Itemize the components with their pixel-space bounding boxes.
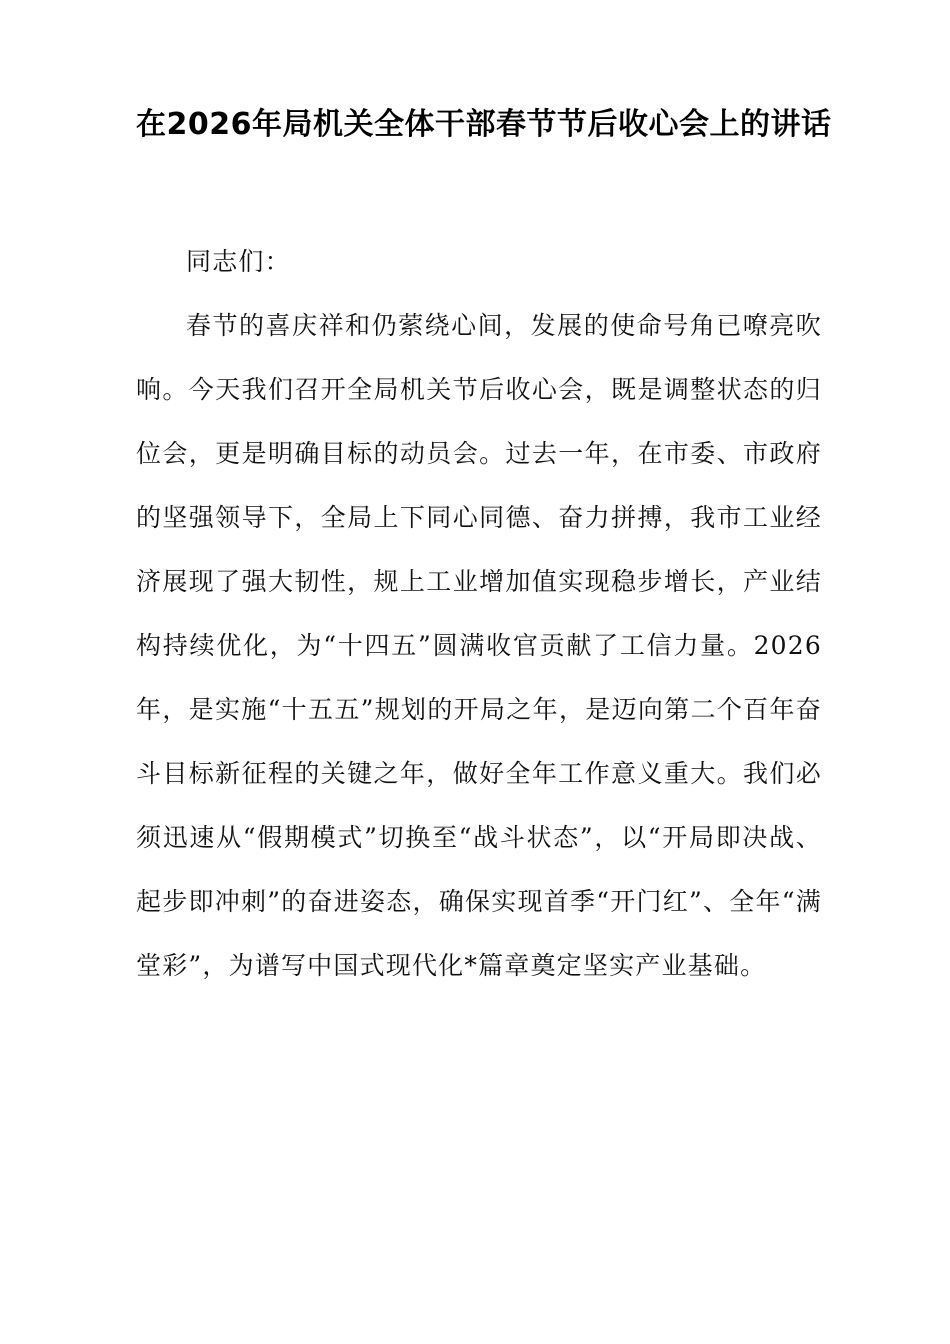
salutation: 同志们： [186,247,291,276]
body-paragraph: 春节的喜庆祥和仍萦绕心间，发展的使命号角已嘹亮吹响。今天我们召开全局机关节后收心会，既是调整状态的归位会，更是明确目标的动员会。过去一年，在市委、市政府的坚强领导下，全局上下同心同德、奋力拼搏，我市工业经济展现了强大韧性，规上工业增加值实现稳步增长，产业结构持续优化，为“十四五”圆满收官贡献了工信力量。2026年，是实施“十五五”规划的开局之年，是迈向第二个百年奋斗目标新征程的关键之年，做好全年工作意义重大。我们必须迅速从“假期模式”切换至“战斗状态”，以“开局即决战、起步即冲刺”的奋进姿态，确保实现首季“开门红”、全年“满堂彩”，为谱写中国式现代化*篇章奠定坚实产业基础。 [136,311,822,980]
page-title: 在2026年局机关全体干部春节节后收心会上的讲话 [136,107,832,142]
document-body [136,230,822,998]
